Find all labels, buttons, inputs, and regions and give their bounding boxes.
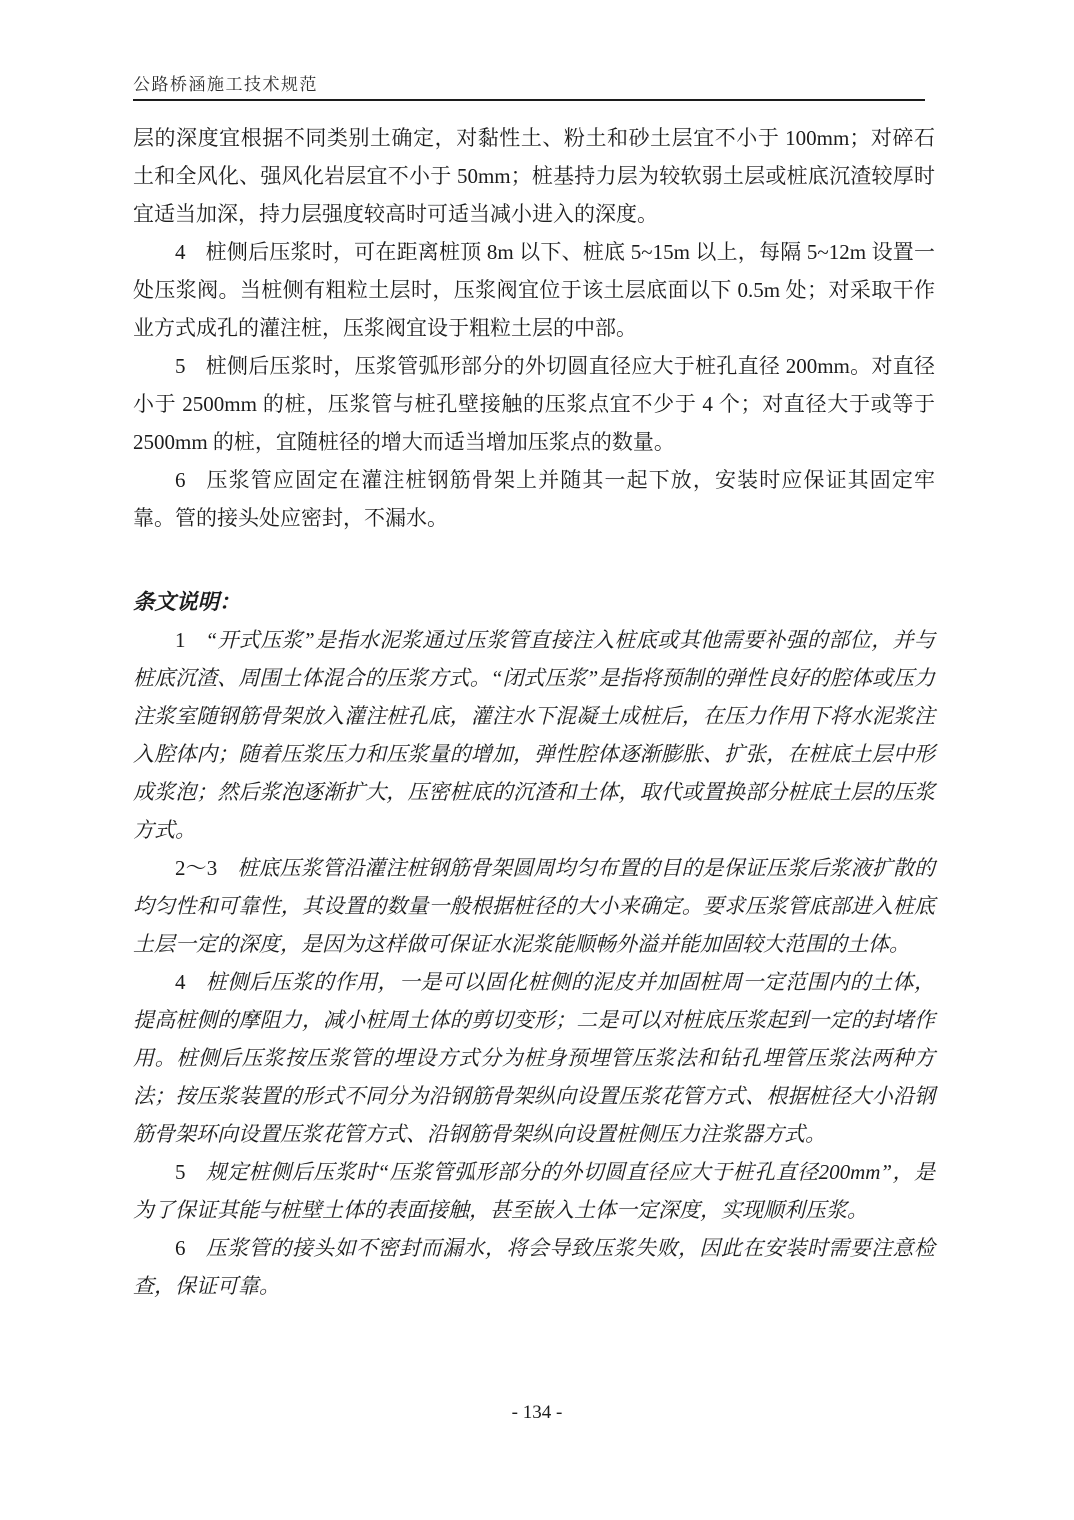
clause-paragraph-6 <box>133 461 935 537</box>
paragraph-text: 桩底压浆管沿灌注桩钢筋骨架圆周均匀布置的目的是保证压浆后浆液扩散的均匀性和可靠性，其设置的数量一般根据桩径的大小来确定。要求压浆管底部进入桩底土层一定的深度，是因为这样做可保证水泥浆能顺畅外溢并能加固较大范围的土体。 <box>133 856 936 956</box>
commentary-paragraph-4 <box>133 963 935 1153</box>
paragraph-text: “开式压浆”是指水泥浆通过压浆管直接注入桩底或其他需要补强的部位，并与桩底沉渣、周围土体混合的压浆方式。“闭式压浆”是指将预制的弹性良好的腔体或压力注浆室随钢筋骨架放入灌注桩孔底，灌注水下混凝土成桩后，在压力作用下将水泥浆注入腔体内；随着压浆压力和压浆量的增加，弹性腔体逐渐膨胀、扩张，在桩底土层中形成浆泡；然后浆泡逐渐扩大，压密桩底的沉渣和土体，取代或置换部分桩底土层的压浆方式。 <box>133 628 935 842</box>
clause-paragraph-4 <box>133 233 935 347</box>
paragraph-text: 桩侧后压浆时，可在距离桩顶 8m 以下、桩底 5~15m 以上，每隔 5~12m 设置一处压浆阀。当桩侧有粗粒土层时，压浆阀宜位于该土层底面以下 0.5m 处；对采取干作业方式成孔的灌注桩，压浆阀宜设于粗粒土层的中部。 <box>133 240 935 340</box>
commentary-paragraph-6 <box>133 1229 935 1305</box>
commentary-number: 1 <box>175 628 186 652</box>
paragraph-text: 桩侧后压浆的作用，一是可以固化桩侧的泥皮并加固桩周一定范围内的土体，提高桩侧的摩阻力，减小桩周土体的剪切变形；二是可以对桩底压浆起到一定的封堵作用。桩侧后压浆按压浆管的埋设方式分为桩身预埋管压浆法和钻孔埋管压浆法两种方法；按压浆装置的形式不同分为沿钢筋骨架纵向设置压浆花管方式、根据桩径大小沿钢筋骨架环向设置压浆花管方式、沿钢筋骨架纵向设置桩侧压力注浆器方式。 <box>133 970 935 1146</box>
paragraph-text: 压浆管应固定在灌注桩钢筋骨架上并随其一起下放，安装时应保证其固定牢靠。管的接头处应密封，不漏水。 <box>133 468 935 530</box>
clause-number: 5 <box>175 354 186 378</box>
commentary-number: 2～3 <box>175 856 218 880</box>
paragraph-continuation <box>133 119 935 233</box>
paragraph-text: 层的深度宜根据不同类别土确定，对黏性土、粉土和砂土层宜不小于 100mm；对碎石土和全风化、强风化岩层宜不小于 50mm；桩基持力层为较软弱土层或桩底沉渣较厚时宜适当加深，持力层强度较高时可适当减小进入的深度。 <box>133 126 935 226</box>
commentary-heading: 条文说明： <box>133 590 241 614</box>
commentary-paragraph-2-3 <box>133 849 935 963</box>
commentary-paragraph-1 <box>133 621 935 849</box>
paragraph-text: 压浆管的接头如不密封而漏水，将会导致压浆失败，因此在安装时需要注意检查，保证可靠。 <box>133 1236 935 1298</box>
page-content <box>133 119 935 1305</box>
paragraph-text: 桩侧后压浆时，压浆管弧形部分的外切圆直径应大于桩孔直径 200mm。对直径小于 2500mm 的桩，压浆管与桩孔壁接触的压浆点宜不少于 4 个；对直径大于或等于 2500mm 的桩，宜随桩径的增大而适当增加压浆点的数量。 <box>133 354 935 454</box>
commentary-number: 5 <box>175 1160 186 1184</box>
page-number: - 134 - <box>511 1402 563 1423</box>
commentary-number: 4 <box>175 970 186 994</box>
paragraph-text: 规定桩侧后压浆时“压浆管弧形部分的外切圆直径应大于桩孔直径200mm”，是为了保证其能与桩壁土体的表面接触，甚至嵌入土体一定深度，实现顺利压浆。 <box>133 1160 935 1222</box>
running-header <box>133 70 318 95</box>
header-rule <box>133 99 925 101</box>
clause-number: 6 <box>175 468 186 492</box>
running-header-title: 公路桥涵施工技术规范 <box>133 75 318 94</box>
clause-paragraph-5 <box>133 347 935 461</box>
clause-number: 4 <box>175 240 186 264</box>
commentary-number: 6 <box>175 1236 186 1260</box>
commentary-paragraph-5 <box>133 1153 935 1229</box>
